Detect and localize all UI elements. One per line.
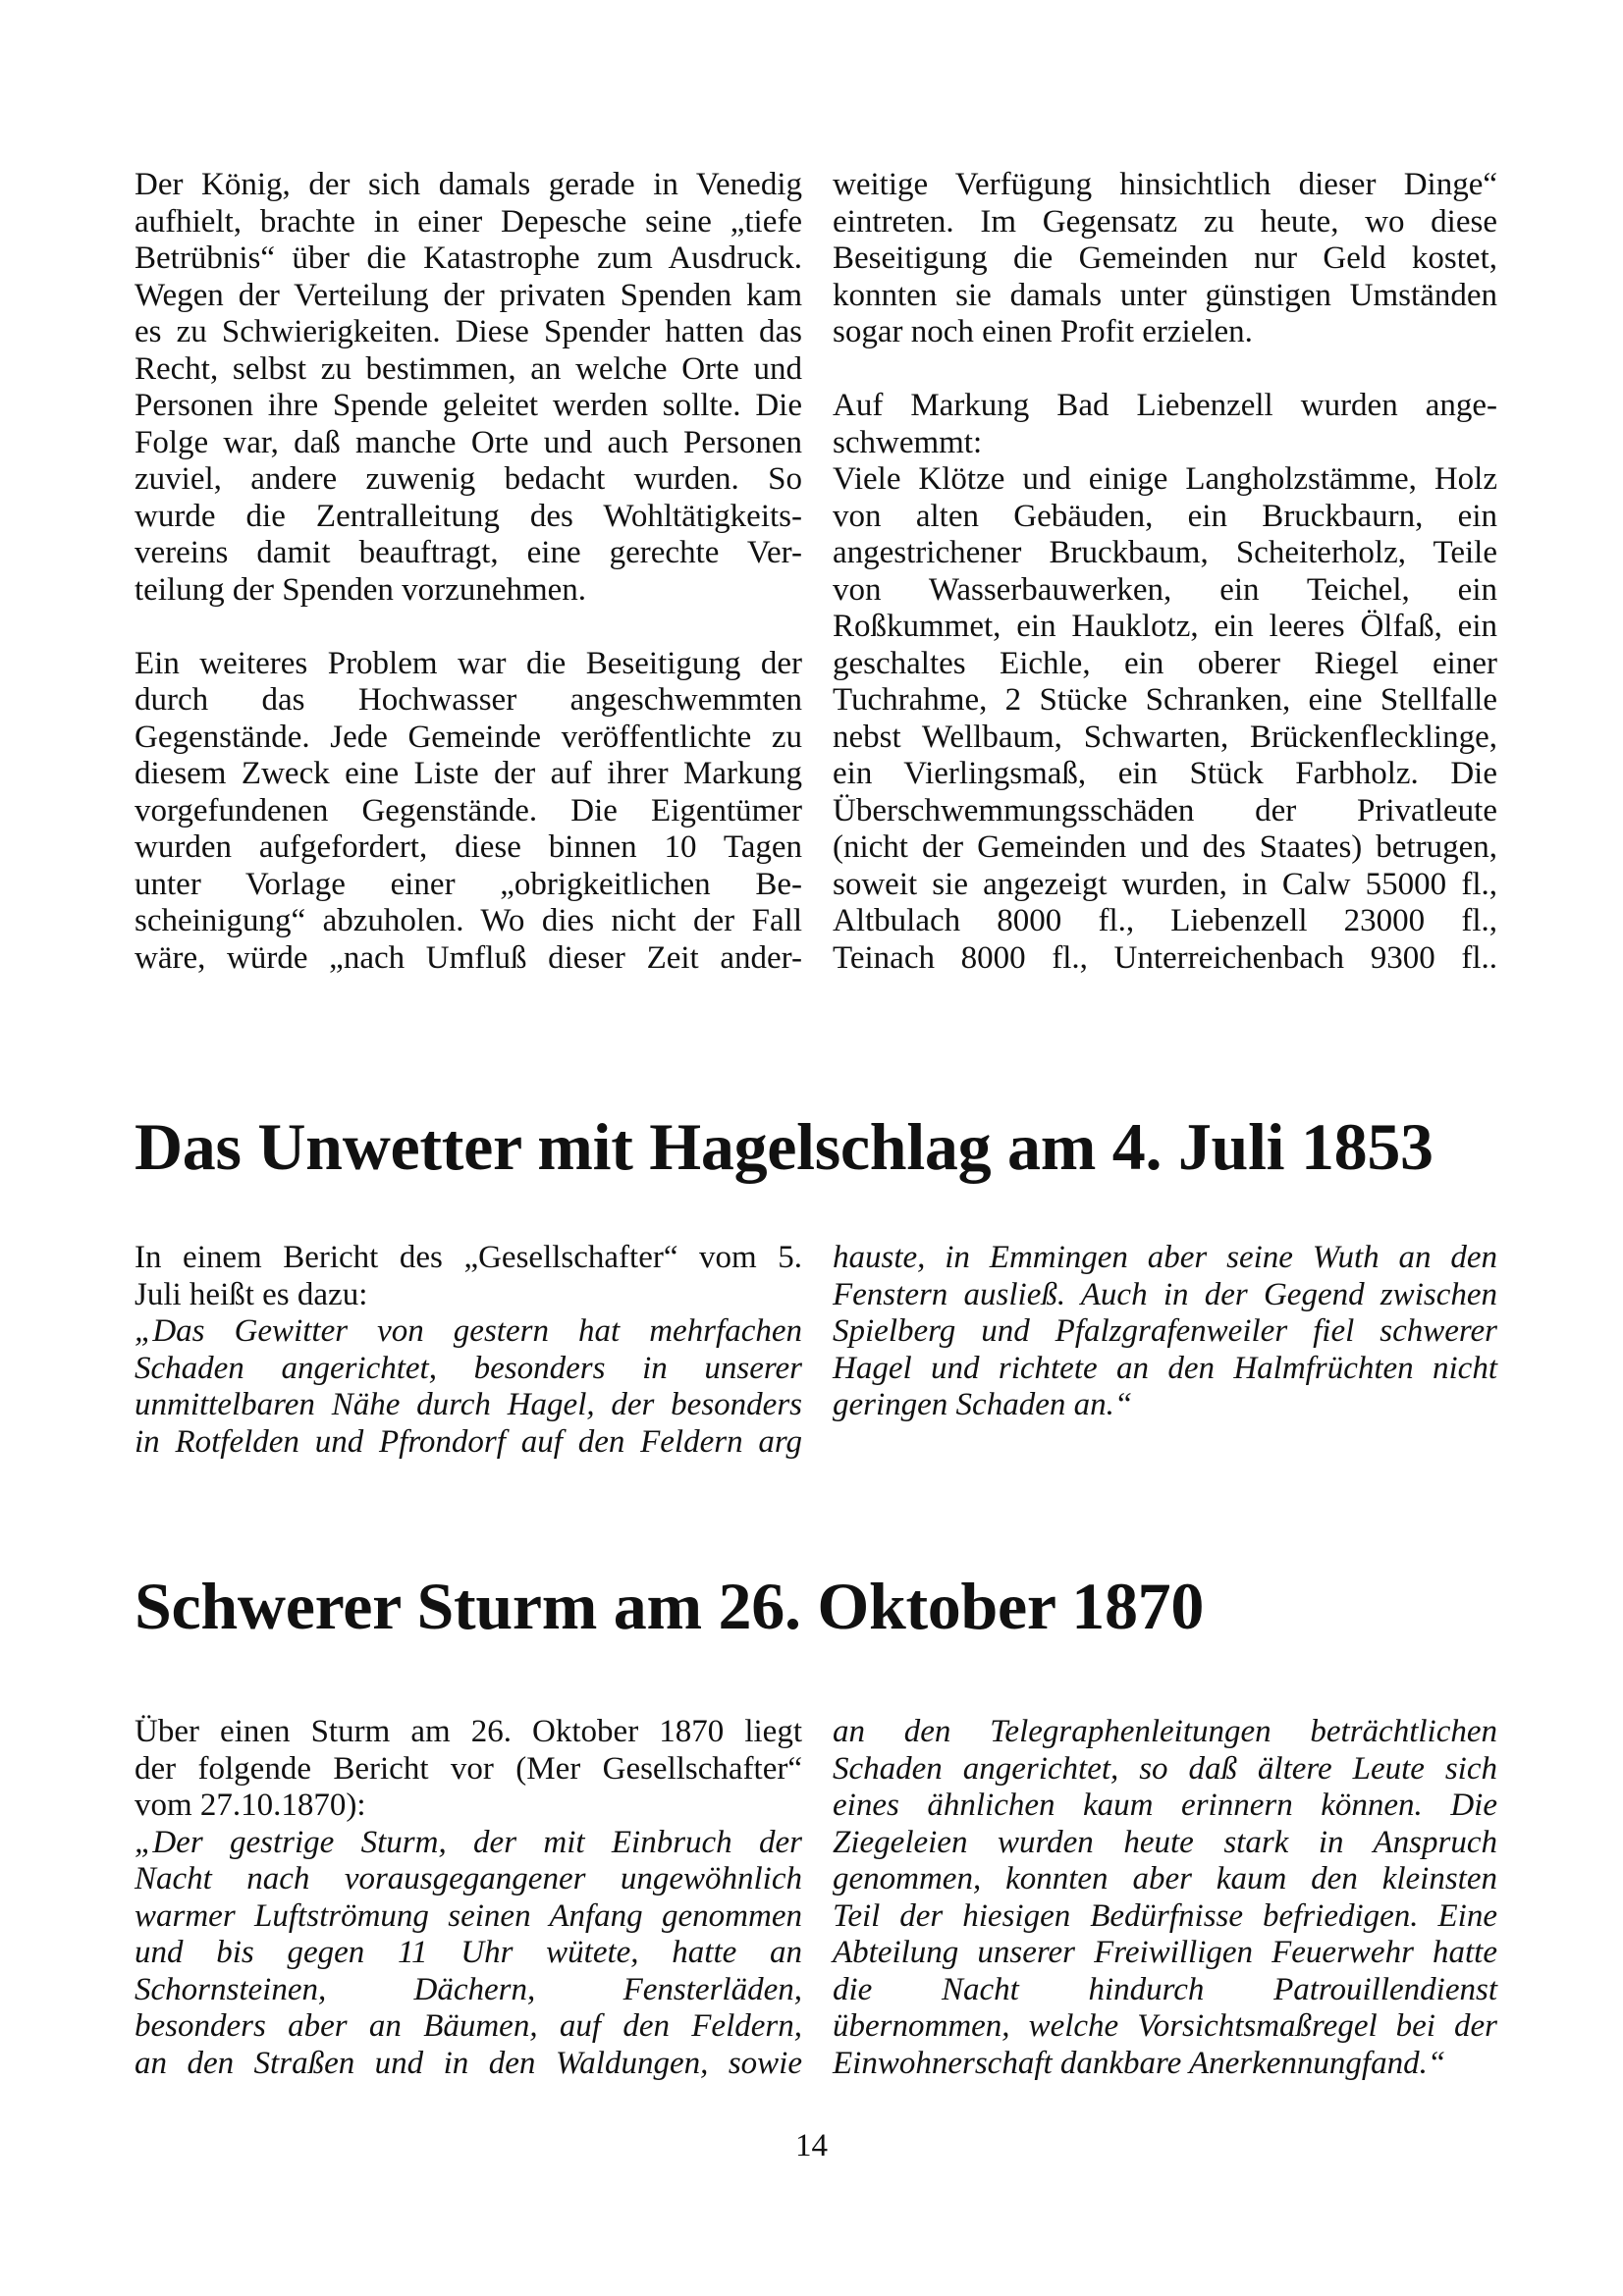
text-line: Über einen Sturm am 26. Oktober 1870 liegt (135, 1714, 802, 1749)
text-line: Viele Klötze und einige Langholzstämme, Holz (833, 461, 1497, 497)
text-line: eintreten. Im Gegensatz zu heute, wo diese (833, 203, 1497, 240)
text-line: angestrichener Bruckbaum, Scheiterholz, Teile (833, 535, 1497, 570)
text-line: teilung der Spenden vorzunehmen. (135, 571, 587, 608)
text-line: wurde die Zentralleitung des Wohltätigkeits- (135, 498, 802, 534)
text-line: wurden aufgefordert, diese binnen 10 Tagen (135, 829, 802, 865)
text-line: Beseitigung die Gemeinden nur Geld kostet, (833, 240, 1497, 276)
quote-line: Fenstern ausließ. Auch in der Gegend zwischen (833, 1276, 1497, 1312)
section-heading: Das Unwetter mit Hagelschlag am 4. Juli 1853 (135, 1109, 1434, 1184)
text-line: Roßkummet, ein Hauklotz, ein leeres Ölfaß, ein (833, 609, 1497, 644)
text-line: schwemmt: (833, 424, 983, 460)
quote-line: in Rotfelden und Pfrondorf auf den Feldern arg (135, 1423, 802, 1460)
text-line: vereins damit beauftragt, eine gerechte Ver- (135, 535, 802, 570)
quote-line: Nacht nach vorausgegangener ungewöhnlich (135, 1861, 802, 1896)
text-line: Auf Markung Bad Liebenzell wurden ange- (833, 388, 1497, 423)
text-line: ein Vierlingsmaß, ein Stück Farbholz. Die (833, 756, 1497, 791)
quote-line: geringen Schaden an.“ (833, 1387, 1133, 1422)
text-line: Recht, selbst zu bestimmen, an welche Orte und (135, 350, 802, 387)
text-line: (nicht der Gemeinden und des Staates) betrugen, (833, 829, 1497, 865)
quote-line: an den Straßen und in den Waldungen, sowie (135, 2045, 802, 2081)
quote-line: Schaden angerichtet, besonders in unserer (135, 1350, 802, 1386)
text-line: durch das Hochwasser angeschwemmten (135, 682, 802, 718)
text-line: es zu Schwierigkeiten. Diese Spender hatten das (135, 314, 802, 349)
text-line: Altbulach 8000 fl., Liebenzell 23000 fl., (833, 903, 1497, 938)
quote-line: Teil der hiesigen Bedürfnisse befriedigen. Eine (833, 1897, 1497, 1934)
text-line: Wegen der Verteilung der privaten Spenden kam (135, 277, 802, 313)
section-heading: Schwerer Sturm am 26. Oktober 1870 (135, 1569, 1205, 1643)
text-line: weitige Verfügung hinsichtlich dieser Dinge“ (833, 167, 1497, 202)
text-line: Betrübnis“ über die Katastrophe zum Ausdruck. (135, 240, 802, 276)
text-line: Folge war, daß manche Orte und auch Personen (135, 424, 802, 460)
text-line: konnten sie damals unter günstigen Umständen (833, 277, 1497, 313)
quote-line: Spielberg und Pfalzgrafenweiler fiel schwerer (833, 1313, 1497, 1349)
quote-line: an den Telegraphenleitungen beträchtlichen (833, 1714, 1497, 1749)
quote-line: Einwohnerschaft dankbare Anerkennungfand.“ (833, 2045, 1446, 2081)
quote-line: Schaden angerichtet, so daß ältere Leute sich (833, 1750, 1497, 1787)
text-line: unter Vorlage einer „obrigkeitlichen Be- (135, 866, 802, 902)
text-line: sogar noch einen Profit erzielen. (833, 314, 1253, 349)
quote-line: warmer Luftströmung seinen Anfang genommen (135, 1897, 802, 1934)
text-line: von alten Gebäuden, ein Bruckbaurn, ein (833, 498, 1497, 534)
paragraph-gap (135, 609, 802, 646)
text-line: Ein weiteres Problem war die Beseitigung der (135, 645, 802, 681)
text-line: geschaltes Eichle, ein oberer Riegel einer (833, 645, 1497, 681)
text-line: diesem Zweck eine Liste der auf ihrer Markung (135, 756, 802, 791)
quote-line: eines ähnlichen kaum erinnern können. Die (833, 1788, 1497, 1823)
text-line: der folgende Bericht vor (Mer Gesellschafter“ (135, 1750, 802, 1787)
section-hailstorm-left-column (135, 1240, 802, 1461)
text-line: Teinach 8000 fl., Unterreichenbach 9300 fl.. (833, 939, 1497, 976)
text-line: aufhielt, brachte in einer Depesche seine „tiefe (135, 203, 802, 240)
quote-line: Schornsteinen, Dächern, Fensterläden, (135, 1971, 802, 2007)
text-line: soweit sie angezeigt wurden, in Calw 55000 fl., (833, 866, 1497, 902)
quote-line: unmittelbaren Nähe durch Hagel, der besonders (135, 1387, 802, 1422)
quote-line: Abteilung unserer Freiwilligen Feuerwehr hatte (833, 1935, 1497, 1970)
quote-line: die Nacht hindurch Patrouillendienst (833, 1971, 1497, 2007)
section-storm-left-column (135, 1714, 802, 2082)
text-line: Tuchrahme, 2 Stücke Schranken, eine Stellfalle (833, 682, 1497, 718)
quote-line: genommen, konnten aber kaum den kleinsten (833, 1861, 1497, 1896)
text-line: Personen ihre Spende geleitet werden sollte. Die (135, 388, 802, 423)
text-line: vorgefundenen Gegenstände. Die Eigentümer (135, 792, 802, 828)
section-storm-right-column (833, 1714, 1497, 2082)
text-line: vom 27.10.1870): (135, 1788, 366, 1823)
paragraph-gap (833, 351, 1497, 389)
quote-line: Ziegeleien wurden heute stark in Anspruch (833, 1824, 1497, 1860)
text-line: Gegenstände. Jede Gemeinde veröffentlichte zu (135, 719, 802, 755)
intro-right-column (833, 167, 1497, 977)
quote-line: und bis gegen 11 Uhr wütete, hatte an (135, 1935, 802, 1970)
text-line: zuviel, andere zuwenig bedacht wurden. So (135, 461, 802, 497)
text-line: scheinigung“ abzuholen. Wo dies nicht der Fall (135, 903, 802, 938)
quote-line: übernommen, welche Vorsichtsmaßregel bei der (833, 2008, 1497, 2044)
text-line: Der König, der sich damals gerade in Venedig (135, 167, 802, 202)
text-line: In einem Bericht des „Gesellschafter“ vom 5. (135, 1240, 802, 1275)
intro-left-column (135, 167, 802, 977)
section-hailstorm-right-column (833, 1240, 1497, 1424)
quote-line: besonders aber an Bäumen, auf den Feldern, (135, 2008, 802, 2044)
quote-line: hauste, in Emmingen aber seine Wuth an den (833, 1240, 1497, 1275)
quote-line: „Das Gewitter von gestern hat mehrfachen (135, 1313, 802, 1349)
page-number: 14 (795, 2128, 828, 2163)
text-line: wäre, würde „nach Umfluß dieser Zeit ander- (135, 939, 802, 976)
quote-line: Hagel und richtete an den Halmfrüchten nicht (833, 1350, 1497, 1386)
text-line: Juli heißt es dazu: (135, 1276, 368, 1312)
text-line: nebst Wellbaum, Schwarten, Brückenflecklinge, (833, 719, 1497, 755)
quote-line: „Der gestrige Sturm, der mit Einbruch der (135, 1824, 802, 1860)
text-line: von Wasserbauwerken, ein Teichel, ein (833, 571, 1497, 608)
text-line: Überschwemmungsschäden der Privatleute (833, 792, 1497, 828)
